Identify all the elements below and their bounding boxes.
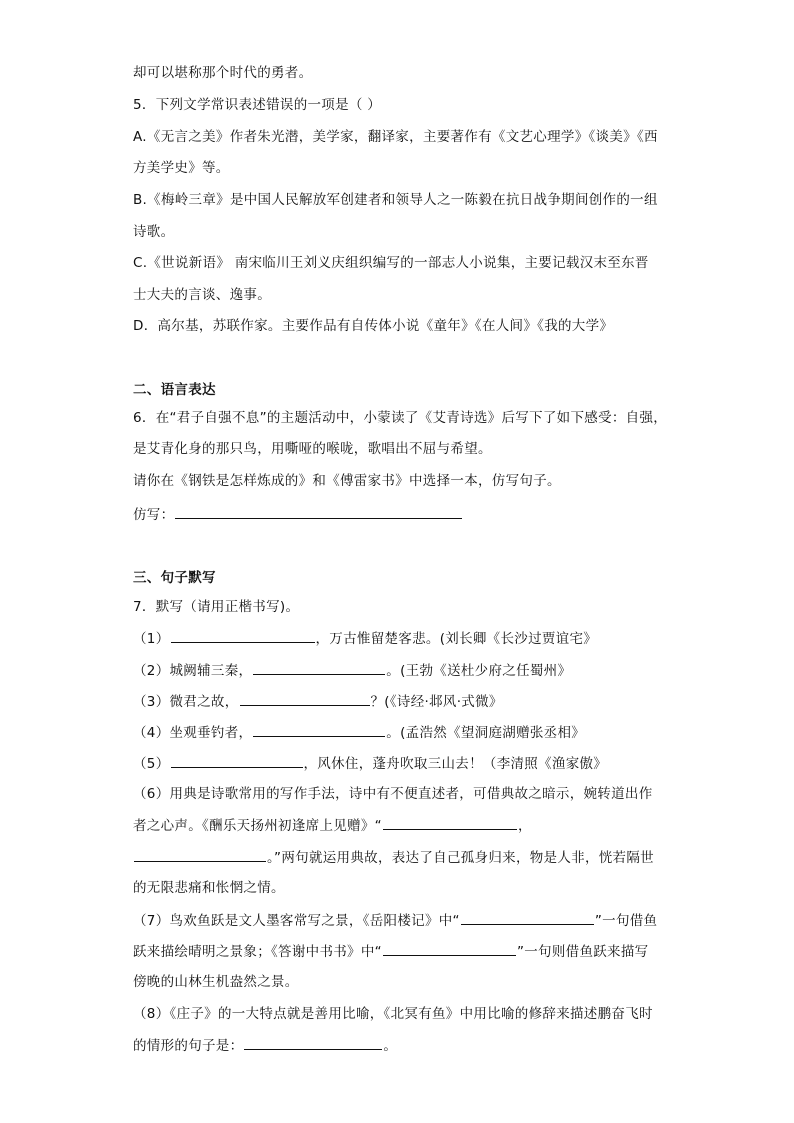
q6-line1: 6．在“君子自强不息”的主题活动中，小蒙读了《艾青诗选》后写下了如下感受：自强， bbox=[133, 410, 668, 426]
q7-item-2-suffix: 。(王勃《送杜少府之任蜀州》 bbox=[386, 663, 572, 679]
q5-option-c-line2: 士大夫的言谈、逸事。 bbox=[133, 287, 271, 303]
q7-item-6-blank-a[interactable] bbox=[383, 815, 517, 830]
q7-item-3-blank[interactable] bbox=[240, 691, 370, 706]
q7-item-8-end: 。 bbox=[383, 1038, 398, 1054]
q6-line2: 是艾青化身的那只鸟，用嘶哑的喉咙，歌唱出不屈与希望。 bbox=[133, 441, 492, 457]
q7-item-3-suffix: ？(《诗经·邶风·式微》 bbox=[370, 694, 503, 710]
q7-item-7-blank-b[interactable] bbox=[383, 941, 516, 956]
q4-tail-line: 却可以堪称那个时代的勇者。 bbox=[133, 65, 313, 81]
q7-item-7-line2 bbox=[133, 941, 648, 961]
q7-item-7-line1-post: ”一句借鱼 bbox=[594, 913, 658, 929]
q7-item-2 bbox=[133, 660, 571, 680]
q7-item-1 bbox=[133, 628, 597, 648]
q7-item-7-line2-post: ”一句则借鱼跃来描写 bbox=[516, 944, 649, 960]
q5-option-b-line2: 诗歌。 bbox=[133, 224, 175, 240]
q6-answer-line bbox=[133, 504, 463, 524]
q7-item-4-suffix: 。(孟浩然《望洞庭湖赠张丞相》 bbox=[386, 725, 586, 741]
q7-item-1-number: （1） bbox=[133, 631, 170, 647]
q7-item-7-line1-pre: （7）鸟欢鱼跃是文人墨客常写之景，《岳阳楼记》中“ bbox=[133, 913, 460, 929]
q7-item-6-line2 bbox=[133, 815, 532, 835]
q7-item-6-line4: 的无限悲痛和怅惘之情。 bbox=[133, 880, 285, 896]
q7-item-5-number: （5） bbox=[133, 756, 170, 772]
q7-item-5-suffix: ，风休住，蓬舟吹取三山去！（李清照《渔家傲》 bbox=[303, 756, 608, 772]
q7-item-2-prefix: （2）城阙辅三秦， bbox=[133, 663, 253, 679]
q5-option-d-line1: D．高尔基，苏联作家。主要作品有自传体小说《童年》《在人间》《我的大学》 bbox=[133, 318, 614, 334]
q7-item-4 bbox=[133, 722, 585, 742]
q7-item-8-blank[interactable] bbox=[244, 1035, 382, 1050]
q7-item-8-line2 bbox=[133, 1035, 397, 1055]
q7-item-5-blank[interactable] bbox=[171, 753, 303, 768]
q6-answer-blank[interactable] bbox=[175, 504, 462, 519]
q7-item-7-line2-pre: 跃来描绘晴明之景象；《答谢中书书》中“ bbox=[133, 944, 382, 960]
q7-item-3 bbox=[133, 691, 503, 711]
q5-option-a-line1: A.《无言之美》作者朱光潜，美学家，翻译家，主要著作有《文艺心理学》《谈美》《西 bbox=[133, 129, 658, 145]
q6-line3: 请你在《钢铁是怎样炼成的》和《傅雷家书》中选择一本，仿写句子。 bbox=[133, 473, 561, 489]
q7-item-8-line1: （8）《庄子》的一大特点就是善用比喻，《北冥有鱼》中用比喻的修辞来描述鹏奋飞时 bbox=[133, 1006, 653, 1022]
q7-item-6-comma: ， bbox=[517, 818, 532, 834]
q7-item-7-line1 bbox=[133, 910, 657, 930]
q7-item-2-blank[interactable] bbox=[253, 660, 385, 675]
q7-item-6-blank-b[interactable] bbox=[134, 847, 266, 862]
q5-option-c-line1: C.《世说新语》 南宋临川王刘义庆组织编写的一部志人小说集，主要记载汉末至东晋 bbox=[133, 255, 649, 271]
q7-item-1-text: ，万古惟留楚客悲。(刘长卿《长沙过贾谊宅》 bbox=[315, 631, 598, 647]
q7-item-4-blank[interactable] bbox=[253, 722, 385, 737]
section-3-heading: 三、句子默写 bbox=[133, 570, 216, 586]
q7-item-8-line2-text: 的情形的句子是： bbox=[133, 1038, 244, 1054]
q7-item-6-line3-text: 。”两句就运用典故，表达了自己孤身归来，物是人非，恍若隔世 bbox=[267, 850, 654, 866]
section-2-heading: 二、语言表达 bbox=[133, 382, 216, 398]
q7-item-6-line3 bbox=[133, 847, 654, 867]
q7-item-4-prefix: （4）坐观垂钓者， bbox=[133, 725, 253, 741]
q7-item-7-blank-a[interactable] bbox=[461, 910, 594, 925]
q7-item-5 bbox=[133, 753, 607, 773]
q5-option-a-line2: 方美学史》等。 bbox=[133, 160, 230, 176]
q7-item-7-line3: 傍晚的山林生机盎然之景。 bbox=[133, 974, 299, 990]
q7-stem: 7．默写（请用正楷书写)。 bbox=[133, 599, 300, 615]
q5-stem: 5．下列文学常识表述错误的一项是（ ） bbox=[133, 97, 382, 113]
q5-option-b-line1: B.《梅岭三章》是中国人民解放军创建者和领导人之一陈毅在抗日战争期间创作的一组 bbox=[133, 192, 658, 208]
q6-answer-label: 仿写： bbox=[133, 507, 175, 523]
q7-item-6-line2-text: 者之心声。《酬乐天扬州初逢席上见赠》“ bbox=[133, 818, 382, 834]
q7-item-3-prefix: （3）微君之故， bbox=[133, 694, 239, 710]
q7-item-6-line1: （6）用典是诗歌常用的写作手法，诗中有不便直述者，可借典故之暗示，婉转道出作 bbox=[133, 786, 653, 802]
q7-item-1-blank[interactable] bbox=[171, 628, 315, 643]
